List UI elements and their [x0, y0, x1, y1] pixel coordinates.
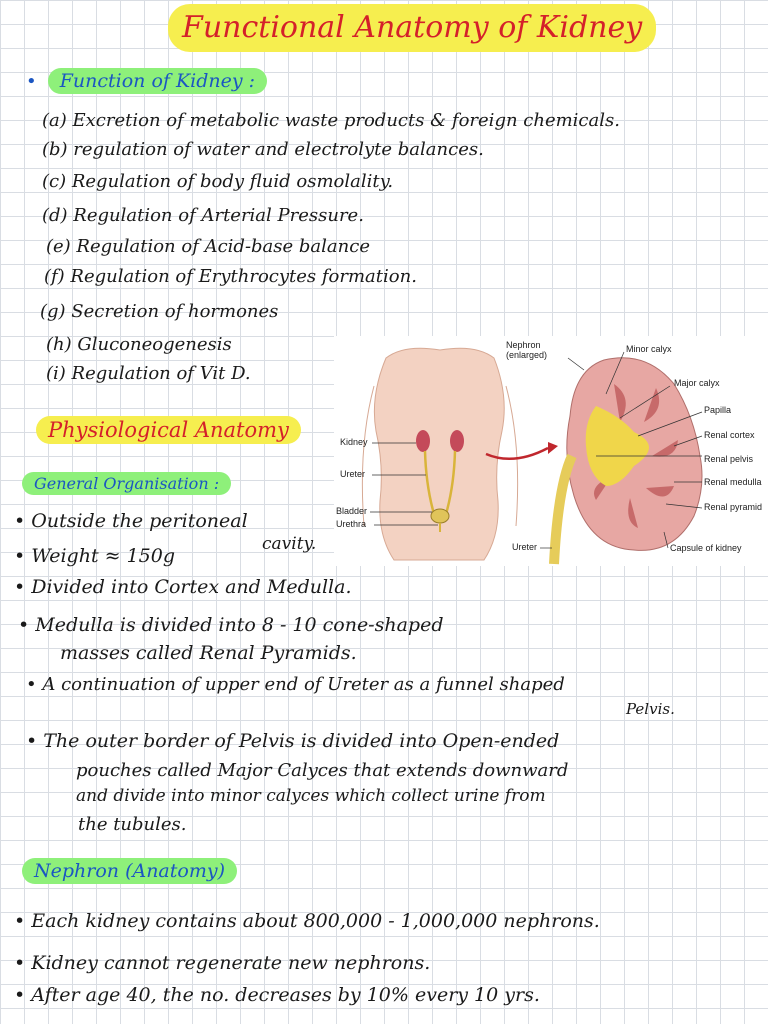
- function-item: (b) regulation of water and electrolyte balances.: [42, 139, 484, 160]
- label-major-calyx: Major calyx: [674, 378, 720, 388]
- bullet-dot: •: [14, 576, 32, 598]
- label-ureter: Ureter: [340, 469, 366, 479]
- general-bullet: • The outer border of Pelvis is divided into Open-ended: [26, 730, 560, 752]
- bullet-dot: •: [14, 984, 32, 1006]
- physiological-anatomy-heading: Physiological Anatomy: [36, 416, 301, 444]
- kidney-illustration: [334, 336, 768, 566]
- function-item: (d) Regulation of Arterial Pressure.: [42, 205, 364, 226]
- general-bullet-cont: Pelvis.: [626, 700, 675, 718]
- bullet-dot: •: [26, 730, 44, 752]
- bullet-dot: •: [14, 510, 32, 532]
- general-bullet-cont: and divide into minor calyces which collect urine from: [76, 786, 546, 806]
- function-item: (f) Regulation of Erythrocytes formation.: [44, 266, 417, 287]
- label-renal-cortex: Renal cortex: [704, 430, 755, 440]
- page-title: Functional Anatomy of Kidney: [168, 4, 656, 52]
- bullet-dot: •: [26, 674, 43, 695]
- general-bullet: • Weight ≈ 150g: [14, 545, 176, 567]
- label-renal-pelvis: Renal pelvis: [704, 454, 754, 464]
- label-renal-medulla: Renal medulla: [704, 477, 762, 487]
- general-bullet: • Medulla is divided into 8 - 10 cone-shaped: [18, 614, 444, 636]
- general-organisation-heading: General Organisation :: [22, 472, 231, 495]
- general-bullet: • Divided into Cortex and Medulla.: [14, 576, 352, 598]
- label-urethra: Urethra: [336, 519, 367, 529]
- label-papilla: Papilla: [704, 405, 732, 415]
- bullet-dot: •: [18, 614, 36, 636]
- general-bullet-cont: cavity.: [262, 534, 317, 554]
- nephron-heading: Nephron (Anatomy): [22, 858, 237, 884]
- function-item: (a) Excretion of metabolic waste products & foreign chemicals.: [42, 110, 620, 131]
- function-item: (i) Regulation of Vit D.: [46, 363, 251, 384]
- function-item: (g) Secretion of hormones: [40, 301, 279, 322]
- label-nephron-sub: (enlarged): [506, 350, 548, 360]
- nephron-bullet: • Each kidney contains about 800,000 - 1,000,000 nephrons.: [14, 910, 600, 932]
- bullet-dot: •: [14, 952, 32, 974]
- label-nephron: Nephron: [506, 340, 541, 350]
- label-capsule: Capsule of kidney: [670, 543, 742, 553]
- nephron-bullet: • Kidney cannot regenerate new nephrons.: [14, 952, 431, 974]
- kidney-anatomy-figure: [334, 336, 768, 566]
- function-item: (e) Regulation of Acid-base balance: [46, 236, 370, 257]
- label-bladder: Bladder: [336, 506, 368, 516]
- bullet-dot: •: [26, 71, 37, 92]
- label-kidney: Kidney: [340, 437, 368, 447]
- label-ureter-bottom: Ureter: [512, 542, 538, 552]
- general-bullet: • A continuation of upper end of Ureter as a funnel shaped: [26, 674, 565, 695]
- label-renal-pyramid: Renal pyramid: [704, 502, 763, 512]
- functions-heading: Function of Kidney :: [48, 68, 267, 94]
- general-bullet-cont: masses called Renal Pyramids.: [60, 642, 357, 664]
- bullet-dot: •: [14, 910, 32, 932]
- bullet-dot: •: [14, 545, 32, 567]
- nephron-bullet: • After age 40, the no. decreases by 10% every 10 yrs.: [14, 984, 540, 1006]
- general-bullet: • Outside the peritoneal: [14, 510, 248, 532]
- general-bullet-cont: the tubules.: [78, 814, 187, 835]
- label-minor-calyx: Minor calyx: [626, 344, 672, 354]
- functions-heading-row: [26, 70, 267, 92]
- function-item: (c) Regulation of body fluid osmolality.: [42, 171, 394, 192]
- general-bullet-cont: pouches called Major Calyces that extends downward: [76, 760, 569, 781]
- function-item: (h) Gluconeogenesis: [46, 334, 232, 355]
